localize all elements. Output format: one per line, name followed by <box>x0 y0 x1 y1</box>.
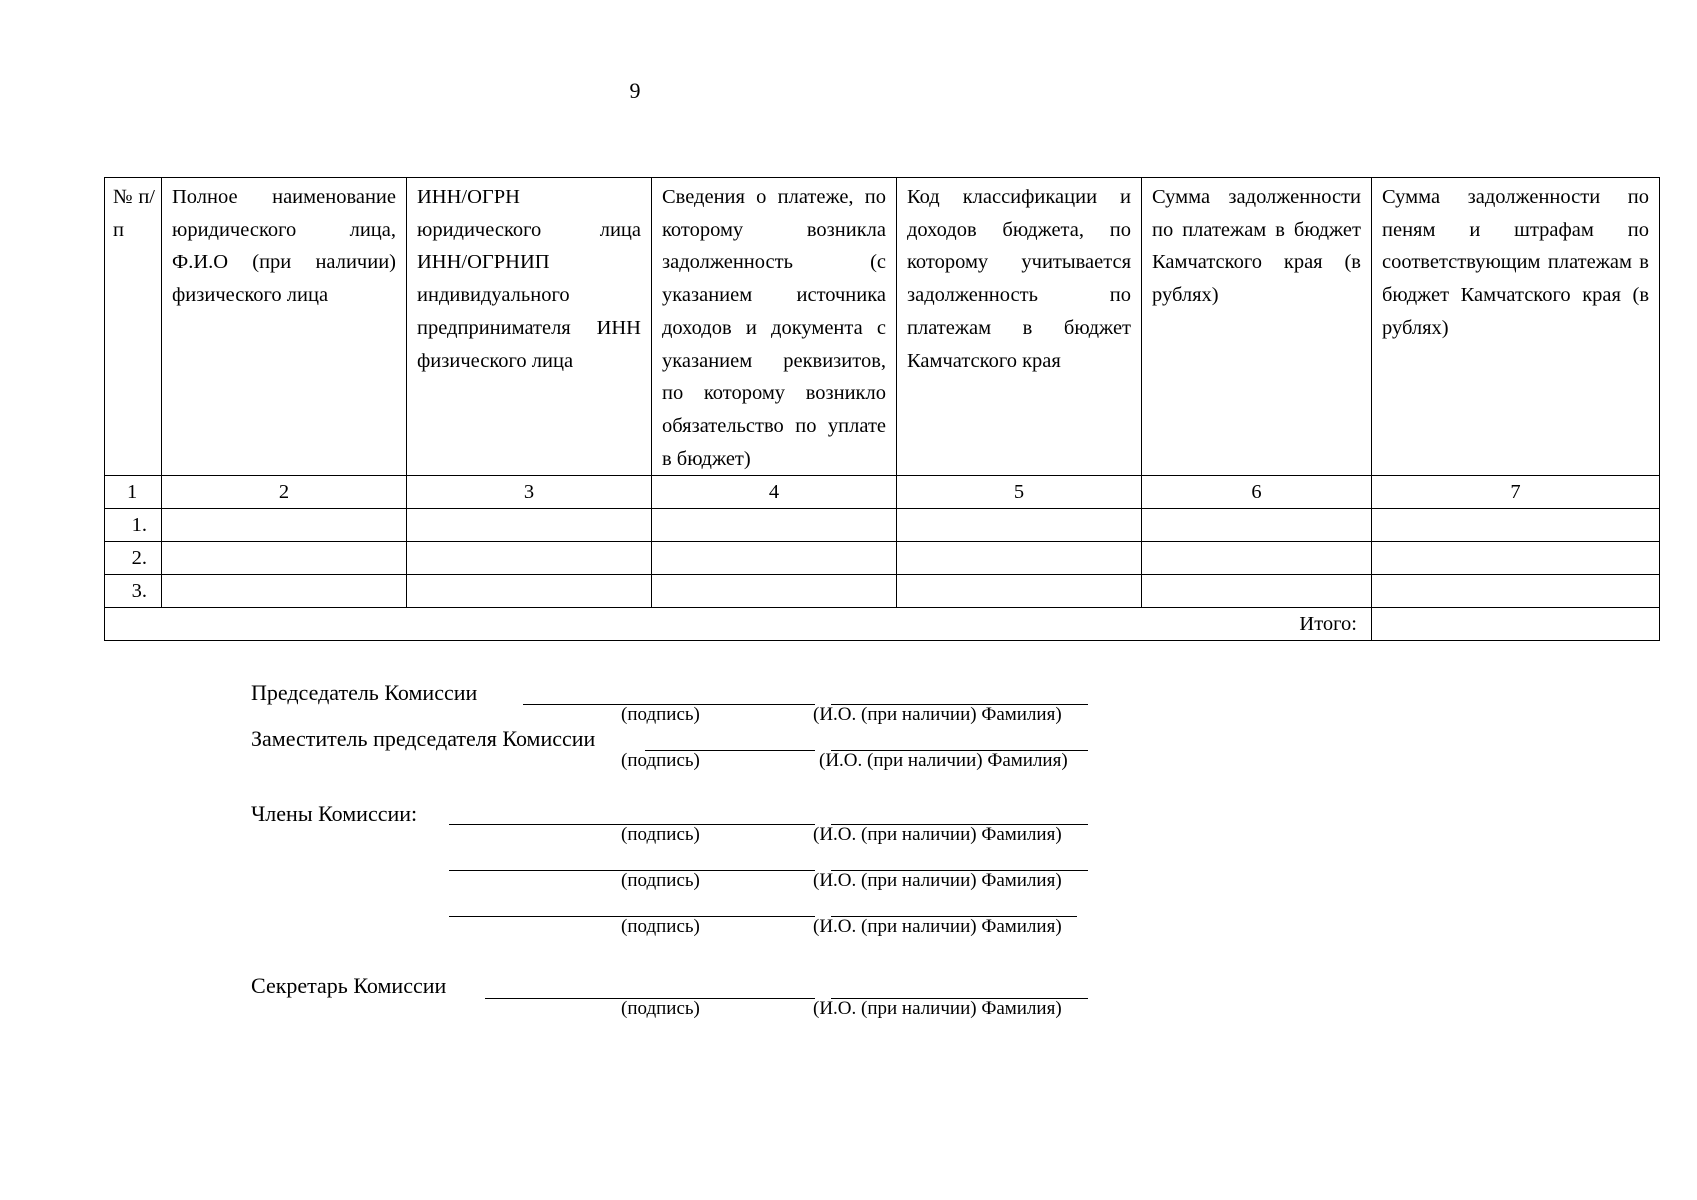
table-cell <box>897 542 1142 575</box>
total-label: Итого: <box>105 608 1372 641</box>
column-number: 4 <box>652 476 897 509</box>
header-inn: ИНН/ОГРН юридического лица ИНН/ОГРНИП индивидуального предпринимателя ИНН физического лица <box>407 178 652 476</box>
table-cell <box>652 575 897 608</box>
column-number: 6 <box>1142 476 1372 509</box>
table-row <box>105 509 1660 542</box>
name-caption: (И.О. (при наличии) Фамилия) <box>813 824 1062 845</box>
debt-table <box>104 177 1660 641</box>
deputy-label: Заместитель председателя Комиссии <box>251 726 596 751</box>
table-header-row <box>105 178 1660 476</box>
header-debt-amount: Сумма задолженности по платежам в бюджет Камчатского края (в рублях) <box>1142 178 1372 476</box>
chairman-label: Председатель Комиссии <box>251 680 478 705</box>
table-cell <box>897 575 1142 608</box>
column-number-row <box>105 476 1660 509</box>
table-cell <box>162 509 407 542</box>
signature-caption: (подпись) <box>621 824 700 845</box>
column-number: 5 <box>897 476 1142 509</box>
row-number: 3. <box>105 575 162 608</box>
header-payment-info: Сведения о платеже, по которому возникла задолженность (с указанием источника доходов и документа с указанием реквизитов, по которому возникло обязательство по уплате в бюджет) <box>652 178 897 476</box>
page-number: 9 <box>629 78 641 103</box>
table-cell <box>407 509 652 542</box>
table-cell <box>897 509 1142 542</box>
table-cell <box>1142 575 1372 608</box>
total-value-cell <box>1372 608 1660 641</box>
table-cell <box>1372 575 1660 608</box>
total-row <box>105 608 1660 641</box>
table-cell <box>162 575 407 608</box>
row-number: 1. <box>105 509 162 542</box>
name-caption: (И.О. (при наличии) Фамилия) <box>819 750 1068 771</box>
column-number: 2 <box>162 476 407 509</box>
name-caption: (И.О. (при наличии) Фамилия) <box>813 916 1062 937</box>
column-number: 3 <box>407 476 652 509</box>
table-cell <box>407 575 652 608</box>
signature-caption: (подпись) <box>621 870 700 891</box>
table-row <box>105 575 1660 608</box>
signature-caption: (подпись) <box>621 704 700 725</box>
table-cell <box>1372 509 1660 542</box>
header-classification-code: Код классификации и доходов бюджета, по которому учитывается задолженность по платежам в бюджет Камчатского края <box>897 178 1142 476</box>
row-number: 2. <box>105 542 162 575</box>
header-name: Полное наименование юридического лица, Ф.И.О (при наличии) физического лица <box>162 178 407 476</box>
table-cell <box>162 542 407 575</box>
name-caption: (И.О. (при наличии) Фамилия) <box>813 704 1062 725</box>
table-cell <box>1142 542 1372 575</box>
column-number: 1 <box>105 476 162 509</box>
signature-caption: (подпись) <box>621 750 700 771</box>
table-cell <box>1372 542 1660 575</box>
table-row <box>105 542 1660 575</box>
signature-caption: (подпись) <box>621 916 700 937</box>
members-label: Члены Комиссии: <box>251 801 418 826</box>
column-number: 7 <box>1372 476 1660 509</box>
table-cell <box>407 542 652 575</box>
table-cell <box>652 542 897 575</box>
signature-caption: (подпись) <box>621 998 700 1019</box>
table-cell <box>1142 509 1372 542</box>
secretary-label: Секретарь Комиссии <box>251 973 447 998</box>
header-number: № п/п <box>105 178 162 476</box>
name-caption: (И.О. (при наличии) Фамилия) <box>813 998 1062 1019</box>
header-penalty-amount: Сумма задолженности по пеням и штрафам по соответствующим платежам в бюджет Камчатского края (в рублях) <box>1372 178 1660 476</box>
name-caption: (И.О. (при наличии) Фамилия) <box>813 870 1062 891</box>
table-cell <box>652 509 897 542</box>
